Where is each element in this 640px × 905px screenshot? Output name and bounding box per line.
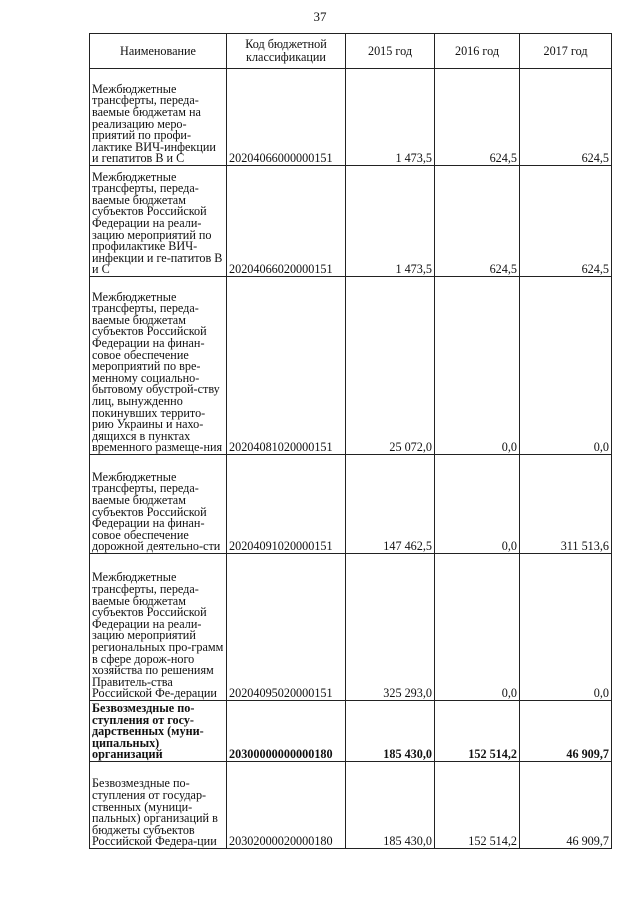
cell-code: 20302000020000180	[227, 762, 346, 849]
cell-2017: 46 909,7	[520, 762, 612, 849]
column-header-2015: 2015 год	[346, 34, 435, 69]
cell-2015: 1 473,5	[346, 166, 435, 277]
column-header-2017: 2017 год	[520, 34, 612, 69]
cell-name: Безвозмездные по-ступления от государ-ственных (муници-пальных) организаций в бюджеты субъектов Российской Федера-ции	[90, 762, 227, 849]
cell-2015: 325 293,0	[346, 554, 435, 701]
table-row	[90, 69, 612, 166]
table-row	[90, 455, 612, 554]
cell-2016: 152 514,2	[435, 701, 520, 762]
cell-2017: 624,5	[520, 69, 612, 166]
cell-name: Межбюджетные трансферты, переда-ваемые бюджетам субъектов Российской Федерации на финан-совое обеспечение мероприятий по вре-менному социально-бытовому обустрой-ству лиц, вынужденно покинувших террито-рию Украины и нахо-дящихся в пунктах временного размеще-ния	[90, 277, 227, 455]
table-row	[90, 554, 612, 701]
cell-code: 20204066000000151	[227, 69, 346, 166]
cell-2017: 0,0	[520, 554, 612, 701]
table-row	[90, 277, 612, 455]
cell-name: Межбюджетные трансферты, переда-ваемые бюджетам субъектов Российской Федерации на финан-совое обеспечение дорожной деятельно-сти	[90, 455, 227, 554]
cell-2017: 624,5	[520, 166, 612, 277]
table-header-row	[90, 34, 612, 69]
cell-2016: 624,5	[435, 69, 520, 166]
column-header-2016: 2016 год	[435, 34, 520, 69]
cell-2015: 1 473,5	[346, 69, 435, 166]
cell-code: 20204095020000151	[227, 554, 346, 701]
cell-2017: 46 909,7	[520, 701, 612, 762]
table-row	[90, 762, 612, 849]
cell-2016: 0,0	[435, 554, 520, 701]
cell-code: 20204091020000151	[227, 455, 346, 554]
cell-name: Межбюджетные трансферты, переда-ваемые бюджетам субъектов Российской Федерации на реали-зацию мероприятий по профилактике ВИЧ-инфекции и ге-патитов В и С	[90, 166, 227, 277]
cell-name: Межбюджетные трансферты, переда-ваемые бюджетам на реализацию меро-приятий по профи-лактике ВИЧ-инфекции и гепатитов В и С	[90, 69, 227, 166]
cell-2015: 25 072,0	[346, 277, 435, 455]
cell-2015: 185 430,0	[346, 701, 435, 762]
cell-2016: 624,5	[435, 166, 520, 277]
page-number: 37	[313, 9, 327, 24]
column-header-name: Наименование	[90, 34, 227, 69]
cell-name: Безвозмездные по-ступления от госу-дарственных (муни-ципальных) организаций	[90, 701, 227, 762]
cell-code: 20204066020000151	[227, 166, 346, 277]
cell-code: 20300000000000180	[227, 701, 346, 762]
cell-2016: 152 514,2	[435, 762, 520, 849]
cell-code: 20204081020000151	[227, 277, 346, 455]
cell-2017: 0,0	[520, 277, 612, 455]
table-row	[90, 166, 612, 277]
column-header-code: Код бюджетной классификации	[227, 34, 346, 69]
cell-2016: 0,0	[435, 455, 520, 554]
cell-name: Межбюджетные трансферты, переда-ваемые бюджетам субъектов Российской Федерации на реали-зацию мероприятий региональных про-грамм в сфере дорож-ного хозяйства по решениям Правитель-ства Российской Фе-дерации	[90, 554, 227, 701]
cell-2015: 147 462,5	[346, 455, 435, 554]
budget-revenue-table	[89, 33, 612, 849]
cell-2015: 185 430,0	[346, 762, 435, 849]
table-row-total	[90, 701, 612, 762]
cell-2017: 311 513,6	[520, 455, 612, 554]
cell-2016: 0,0	[435, 277, 520, 455]
